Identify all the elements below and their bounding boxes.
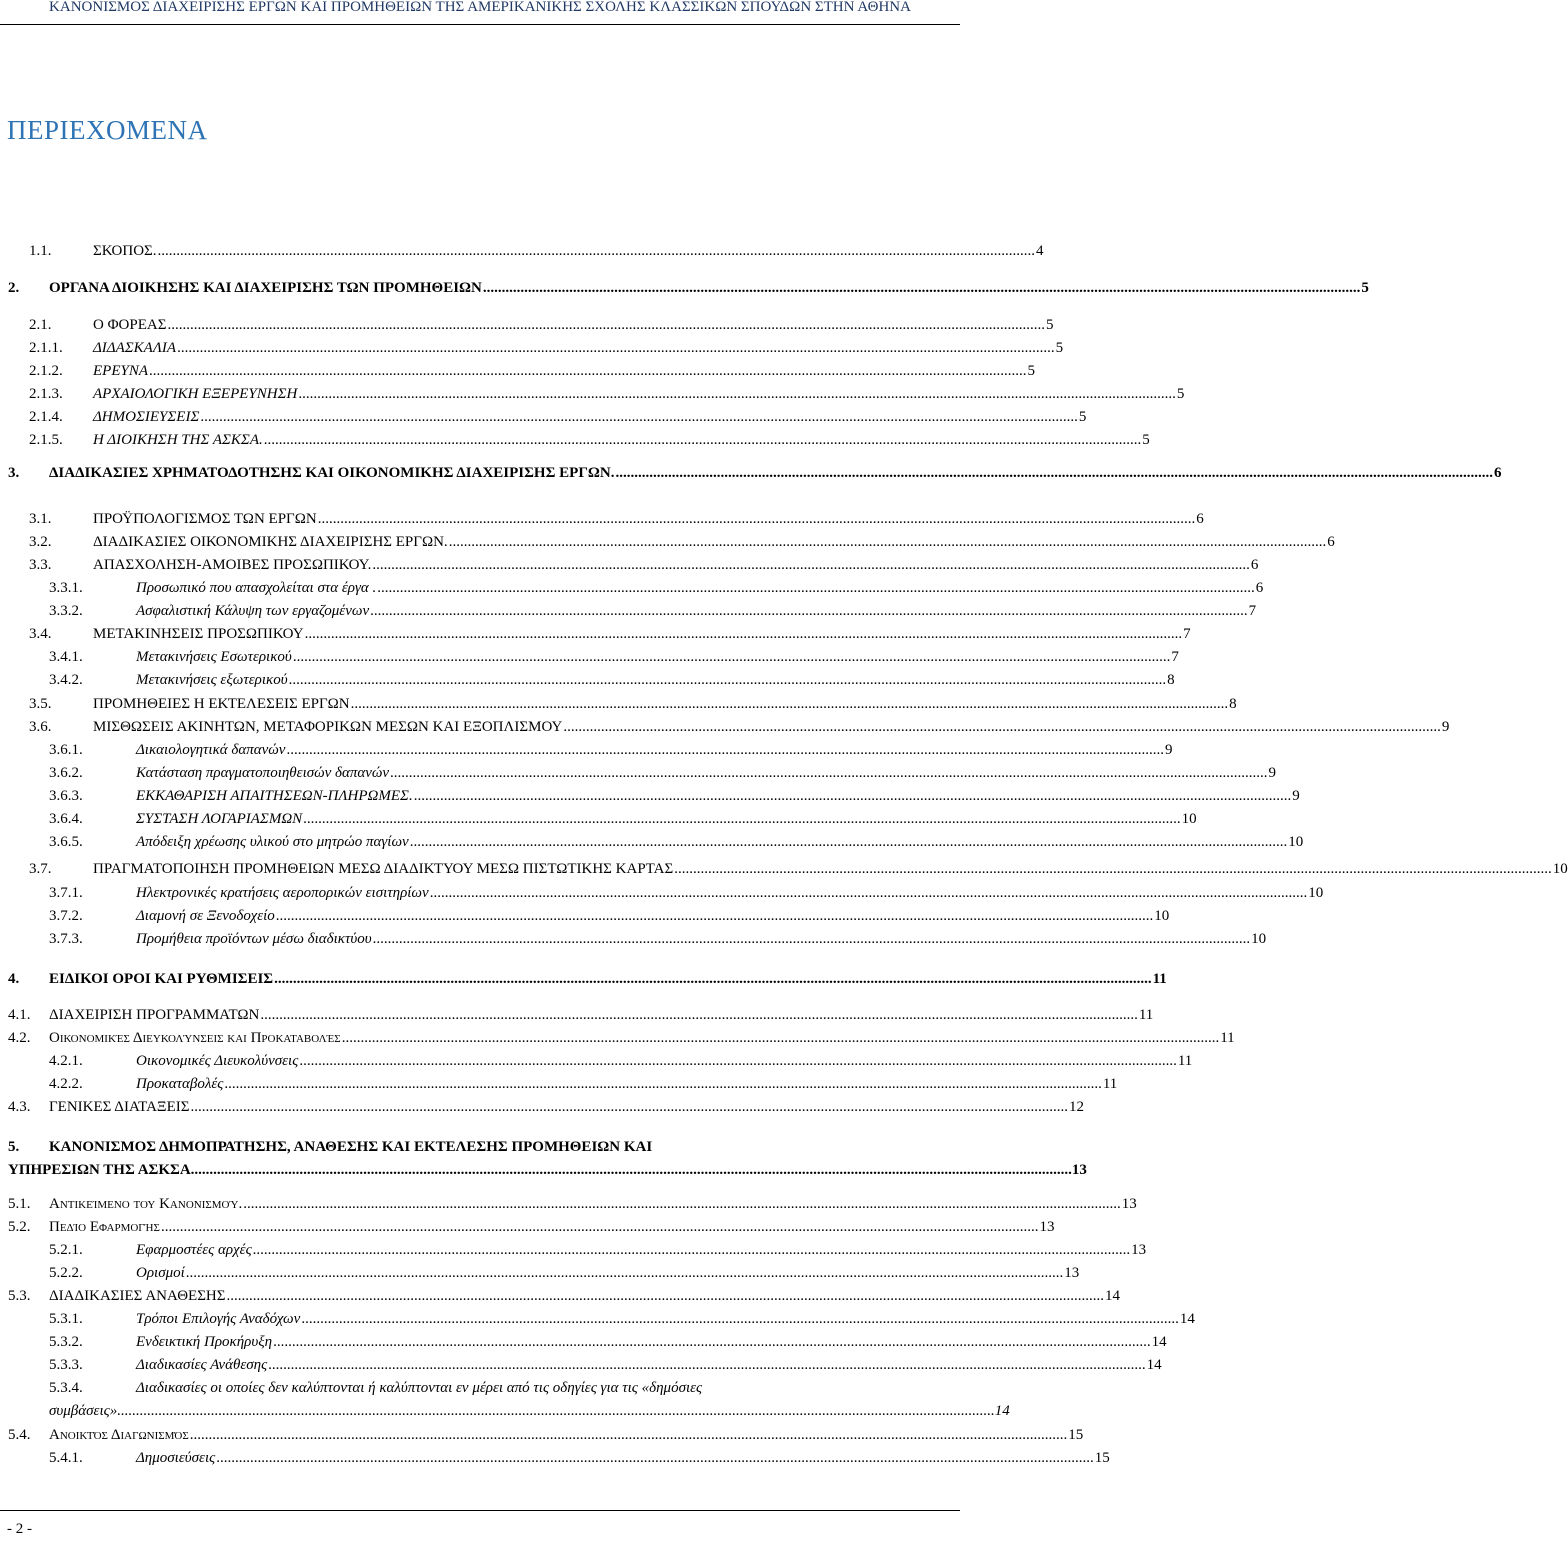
toc-entry[interactable]	[0, 1354, 1162, 1377]
toc-entry[interactable]	[0, 693, 1237, 716]
dot-leader: ..........................................................................................................................................................................................................................................	[674, 861, 1552, 877]
running-header: ΚΑΝΟΝΙΣΜΟΣ ΔΙΑΧΕΙΡΙΣΗΣ ΕΡΓΩΝ ΚΑΙ ΠΡΟΜΗΘΕΙΩΝ ΤΗΣ ΑΜΕΡΙΚΑΝΙΚΗΣ ΣΧΟΛΗΣ ΚΛΑΣΣΙΚΩΝ ΣΠΟΥΔΩΝ ΣΤΗΝ ΑΘΗΝΑ	[0, 0, 960, 25]
toc-entry-page: 7	[1183, 626, 1191, 642]
toc-entry-title: Η ΔΙΟΙΚΗΣΗ ΤΗΣ ΑΣΚΣΑ.	[93, 432, 263, 448]
toc-entry-title: ΟΡΓΑΝΑ ΔΙΟΙΚΗΣΗΣ ΚΑΙ ΔΙΑΧΕΙΡΙΣΗΣ ΤΩΝ ΠΡΟΜΗΘΕΙΩΝ	[49, 280, 482, 296]
toc-entry-page: 6	[1250, 557, 1259, 573]
toc-entry[interactable]	[0, 808, 1197, 831]
toc-entry[interactable]	[0, 716, 1450, 739]
toc-entry-title: ΠΡΟΜΗΘΕΙΕΣ Η ΕΚΤΕΛΕΣΕΙΣ ΕΡΓΩΝ	[93, 696, 350, 712]
dot-leader: ..........................................................................................................................................................................................................................................	[194, 1162, 1072, 1178]
toc-entry[interactable]	[0, 1073, 1118, 1096]
toc-entry-page: 6	[1493, 465, 1502, 481]
dot-leader: ..........................................................................................................................................................................................................................................	[390, 765, 1268, 781]
toc-entry-page: 10	[1552, 861, 1568, 877]
toc-entry-number: 3.	[8, 465, 20, 481]
toc-entry-page: 5	[1078, 409, 1087, 425]
toc-entry-number: 5.2.1.	[49, 1242, 83, 1258]
toc-entry-page: 10	[1251, 931, 1267, 947]
toc-entry-number: 2.	[8, 280, 20, 296]
toc-entry[interactable]	[0, 600, 1257, 623]
toc-entry-number: 5.	[8, 1139, 20, 1155]
toc-entry[interactable]	[0, 462, 1502, 485]
toc-entry-title: ΔΙΑΧΕΙΡΙΣΗ ΠΡΟΓΡΑΜΜΑΤΩΝ	[49, 1007, 260, 1023]
toc-entry-title: Προκαταβολές	[136, 1076, 224, 1092]
toc-entry-page: 10	[1181, 811, 1197, 827]
toc-entry-number: 3.6.5.	[49, 834, 83, 850]
toc-entry-number: 3.3.	[29, 557, 52, 573]
toc-entry-number: 2.1.2.	[29, 363, 63, 379]
dot-leader: ..........................................................................................................................................................................................................................................	[372, 557, 1250, 573]
toc-entry-title: Αντικείμενο του Κανονισμού.	[49, 1196, 243, 1212]
dot-leader: ..........................................................................................................................................................................................................................................	[448, 534, 1327, 550]
toc-entry[interactable]	[0, 968, 1167, 991]
toc-entry-title: ΣΚΟΠΟΣ.	[93, 243, 157, 259]
dot-leader: ..........................................................................................................................................................................................................................................	[189, 1427, 1068, 1443]
toc-entry-title: ΓΕΝΙΚΕΣ ΔΙΑΤΑΞΕΙΣ	[49, 1099, 190, 1115]
toc-entry-title: Προμήθεια προϊόντων μέσω διαδικτύου	[136, 931, 372, 947]
dot-leader: ..........................................................................................................................................................................................................................................	[482, 280, 1361, 296]
toc-entry-number: 3.7.3.	[49, 931, 83, 947]
toc-entry[interactable]	[0, 1050, 1193, 1073]
dot-leader: ..........................................................................................................................................................................................................................................	[317, 511, 1196, 527]
toc-entry-title: ΚΑΝΟΝΙΣΜΟΣ ΔΗΜΟΠΡΑΤΗΣΗΣ, ΑΝΑΘΕΣΗΣ ΚΑΙ ΕΚΤΕΛΕΣΗΣ ΠΡΟΜΗΘΕΙΩΝ ΚΑΙ	[49, 1139, 653, 1155]
toc-entry-number: 3.6.1.	[49, 742, 83, 758]
toc-entry-number: 4.2.	[8, 1030, 31, 1046]
toc-entry-page: 9	[1164, 742, 1173, 758]
dot-leader: ..........................................................................................................................................................................................................................................	[301, 1311, 1179, 1327]
toc-entry-title: Μετακινήσεις Εσωτερικού	[136, 649, 292, 665]
toc-entry-number: 2.1.1.	[29, 340, 63, 356]
toc-entry-number: 5.3.3.	[49, 1357, 83, 1373]
dot-leader: ..........................................................................................................................................................................................................................................	[370, 603, 1248, 619]
toc-entry[interactable]	[0, 1096, 1084, 1119]
toc-entry-title: ΔΙΑΔΙΚΑΣΙΕΣ ΑΝΑΘΕΣΗΣ	[49, 1288, 226, 1304]
toc-entry-title-continued: συμβάσεις»	[49, 1403, 118, 1419]
toc-entry-number: 3.6.	[29, 719, 52, 735]
toc-entry-number: 5.2.2.	[49, 1265, 83, 1281]
dot-leader: ..........................................................................................................................................................................................................................................	[615, 465, 1493, 481]
toc-entry-title: ΜΙΣΘΩΣΕΙΣ ΑΚΙΝΗΤΩΝ, ΜΕΤΑΦΟΡΙΚΩΝ ΜΕΣΩΝ ΚΑΙ ΕΞΟΠΛΙΣΜΟΥ	[93, 719, 563, 735]
toc-entry-title: Ο ΦΟΡΕΑΣ	[93, 317, 167, 333]
toc-entry-page: 12	[1068, 1099, 1084, 1115]
toc-entry[interactable]	[0, 1424, 1084, 1447]
toc-entry-page: 13	[1039, 1219, 1055, 1235]
toc-entry-title: ΑΠΑΣΧΟΛΗΣΗ-ΑΜΟΙΒΕΣ ΠΡΟΣΩΠΙΚΟΥ.	[93, 557, 372, 573]
toc-entry[interactable]	[0, 1308, 1195, 1331]
toc-entry-page: 14	[1146, 1357, 1162, 1373]
toc-entry-number: 3.6.2.	[49, 765, 83, 781]
toc-entry-title: Ηλεκτρονικές κρατήσεις αεροπορικών εισιτηρίων	[136, 885, 429, 901]
toc-entry-title: Διαμονή σε Ξενοδοχείο	[136, 908, 275, 924]
dot-leader: ..........................................................................................................................................................................................................................................	[413, 788, 1292, 804]
toc-entry-number: 3.3.2.	[49, 603, 83, 619]
toc-entry[interactable]	[0, 928, 1267, 951]
toc-entry-number: 5.4.1.	[49, 1450, 83, 1466]
toc-entry-title-continued: ΥΠΗΡΕΣΙΩΝ ΤΗΣ ΑΣΚΣΑ.	[8, 1162, 195, 1178]
toc-entry-number: 3.6.4.	[49, 811, 83, 827]
toc-entry-title: ΔΙΑΔΙΚΑΣΙΕΣ ΧΡΗΜΑΤΟΔΟΤΗΣΗΣ ΚΑΙ ΟΙΚΟΝΟΜΙΚΗΣ ΔΙΑΧΕΙΡΙΣΗΣ ΕΡΓΩΝ.	[49, 465, 615, 481]
toc-entry-number: 5.3.2.	[49, 1334, 83, 1350]
toc-entry-page: 8	[1167, 672, 1175, 688]
dot-leader: ..........................................................................................................................................................................................................................................	[304, 626, 1183, 642]
toc-entry[interactable]	[0, 831, 1304, 854]
toc-entry-number: 3.1.	[29, 511, 52, 527]
dot-leader: ..........................................................................................................................................................................................................................................	[409, 834, 1288, 850]
toc-entry[interactable]	[0, 531, 1335, 554]
toc-entry-title: Οικονομικές Διευκολύνσεις και Προκαταβολές	[49, 1030, 341, 1046]
dot-leader: ..........................................................................................................................................................................................................................................	[299, 1053, 1177, 1069]
toc-entry-page: 5	[1045, 317, 1054, 333]
dot-leader: ..........................................................................................................................................................................................................................................	[273, 1334, 1151, 1350]
toc-entry[interactable]	[0, 882, 1324, 905]
toc-entry-title: Ορισμοί	[136, 1265, 185, 1281]
toc-entry-number: 1.1.	[29, 243, 52, 259]
toc-entry-number: 4.	[8, 971, 20, 987]
dot-leader: ..........................................................................................................................................................................................................................................	[372, 931, 1251, 947]
toc-entry[interactable]	[0, 1285, 1120, 1308]
toc-entry-title: ΑΡΧΑΙΟΛΟΓΙΚΗ ΕΞΕΡΕΥΝΗΣΗ	[93, 386, 298, 402]
toc-entry-title: ΠΡΑΓΜΑΤΟΠΟΙΗΣΗ ΠΡΟΜΗΘΕΙΩΝ ΜΕΣΩ ΔΙΑΔΙΚΤΥΟΥ ΜΕΣΩ ΠΙΣΤΩΤΙΚΗΣ ΚΑΡΤΑΣ	[93, 861, 674, 877]
toc-entry-title: Ενδεικτική Προκήρυξη	[136, 1334, 273, 1350]
toc-entry-page: 10	[1288, 834, 1304, 850]
toc-entry-title: ΔΗΜΟΣΙΕΥΣΕΙΣ	[93, 409, 200, 425]
toc-entry-title: Δημοσιεύσεις	[136, 1450, 216, 1466]
toc-entry-title: Προσωπικό που απασχολείται στα έργα .	[136, 580, 377, 596]
dot-leader: ..........................................................................................................................................................................................................................................	[167, 317, 1045, 333]
toc-entry[interactable]	[0, 1331, 1167, 1354]
toc-entry-number: 3.7.2.	[49, 908, 83, 924]
dot-leader: ..........................................................................................................................................................................................................................................	[303, 811, 1181, 827]
toc-entry-title: ΜΕΤΑΚΙΝΗΣΕΙΣ ΠΡΟΣΩΠΙΚΟΥ	[93, 626, 304, 642]
dot-leader: ..........................................................................................................................................................................................................................................	[377, 580, 1255, 596]
toc-entry[interactable]	[0, 669, 1175, 692]
toc-entry-page: 9	[1268, 765, 1277, 781]
toc-entry[interactable]	[0, 337, 1064, 360]
toc-entry-page: 9	[1441, 719, 1450, 735]
dot-leader: ..........................................................................................................................................................................................................................................	[263, 432, 1142, 448]
toc-entry-page: 9	[1292, 788, 1300, 804]
toc-heading: ΠΕΡΙΕΧΟΜΕΝΑ	[7, 115, 208, 145]
toc-entry-number: 5.3.4.	[49, 1380, 83, 1396]
toc-entry-number: 5.2.	[8, 1219, 31, 1235]
toc-entry[interactable]	[0, 360, 1035, 383]
toc-entry-title: Οικονομικές Διευκολύνσεις	[136, 1053, 299, 1069]
toc-entry-title: Μετακινήσεις εξωτερικού	[136, 672, 288, 688]
toc-entry[interactable]	[0, 554, 1259, 577]
dot-leader: ..........................................................................................................................................................................................................................................	[286, 742, 1164, 758]
toc-entry-page: 13	[1121, 1196, 1137, 1212]
toc-entry[interactable]	[0, 314, 1054, 337]
toc-entry[interactable]	[0, 240, 1044, 263]
toc-entry-page: 13	[1071, 1162, 1087, 1178]
dot-leader: ..........................................................................................................................................................................................................................................	[157, 243, 1036, 259]
toc-entry-title: ΕΡΕΥΝΑ	[93, 363, 148, 379]
toc-entry-title: ΕΙΔΙΚΟΙ ΟΡΟΙ ΚΑΙ ΡΥΘΜΙΣΕΙΣ	[49, 971, 274, 987]
toc-entry-number: 3.7.1.	[49, 885, 83, 901]
dot-leader: ..........................................................................................................................................................................................................................................	[177, 340, 1055, 356]
toc-entry-page: 7	[1171, 649, 1179, 665]
toc-entry-page: 11	[1138, 1007, 1154, 1023]
toc-entry-page: 5	[1176, 386, 1185, 402]
toc-entry-title: ΕΚΚΑΘΑΡΙΣΗ ΑΠΑΙΤΗΣΕΩΝ-ΠΛΗΡΩΜΕΣ.	[136, 788, 413, 804]
toc-entry-number: 2.1.3.	[29, 386, 63, 402]
toc-entry-title: ΔΙΑΔΙΚΑΣΙΕΣ ΟΙΚΟΝΟΜΙΚΗΣ ΔΙΑΧΕΙΡΙΣΗΣ ΕΡΓΩΝ.	[93, 534, 448, 550]
dot-leader: ..........................................................................................................................................................................................................................................	[149, 363, 1027, 379]
toc-entry-number: 3.7.	[29, 861, 52, 877]
toc-entry-title: Ανοικτός Διαγωνισμός	[49, 1427, 189, 1443]
toc-entry[interactable]	[0, 1447, 1110, 1470]
toc-entry-page: 5	[1361, 280, 1369, 296]
toc-entry-number: 5.1.	[8, 1196, 31, 1212]
toc-entry[interactable]	[0, 1239, 1147, 1262]
toc-entry-title: Διαδικασίες οι οποίες δεν καλύπτονται ή καλύπτονται εν μέρει από τις οδηγίες για τις «δημόσιες	[136, 1380, 703, 1396]
toc-entry[interactable]	[0, 406, 1087, 429]
toc-entry-page: 15	[1068, 1427, 1084, 1443]
toc-entry-number: 3.6.3.	[49, 788, 83, 804]
toc-entry[interactable]	[0, 762, 1277, 785]
toc-entry-number: 2.1.	[29, 317, 52, 333]
toc-entry-number: 4.2.2.	[49, 1076, 83, 1092]
toc-entry-page: 5	[1055, 340, 1064, 356]
dot-leader: ..........................................................................................................................................................................................................................................	[200, 409, 1078, 425]
dot-leader: ..........................................................................................................................................................................................................................................	[260, 1007, 1138, 1023]
dot-leader: ..........................................................................................................................................................................................................................................	[252, 1242, 1131, 1258]
toc-entry[interactable]	[0, 905, 1170, 928]
toc-entry-number: 2.1.4.	[29, 409, 63, 425]
toc-entry-page: 14	[1179, 1311, 1195, 1327]
toc-entry-page: 4	[1036, 243, 1044, 259]
toc-entry-number: 3.4.2.	[49, 672, 83, 688]
toc-entry-page: 11	[1177, 1053, 1193, 1069]
toc-entry[interactable]	[0, 383, 1185, 406]
toc-entry-number: 3.5.	[29, 696, 52, 712]
toc-entry-number: 5.3.	[8, 1288, 31, 1304]
toc-entry-title: ΠΡΟΫΠΟΛΟΓΙΣΜΟΣ ΤΩΝ ΕΡΓΩΝ	[93, 511, 317, 527]
toc-entry-page: 6	[1196, 511, 1204, 527]
toc-entry[interactable]	[0, 1193, 1137, 1216]
dot-leader: ..........................................................................................................................................................................................................................................	[185, 1265, 1064, 1281]
toc-entry[interactable]	[0, 1027, 1235, 1050]
toc-entry-title: Απόδειξη χρέωσης υλικού στο μητρώο παγίων	[136, 834, 409, 850]
dot-leader: ..........................................................................................................................................................................................................................................	[298, 386, 1176, 402]
toc-entry-page: 15	[1094, 1450, 1110, 1466]
toc-entry-page: 6	[1327, 534, 1335, 550]
toc-entry-number: 3.4.	[29, 626, 52, 642]
toc-entry-page: 11	[1152, 971, 1167, 987]
toc-entry-page: 10	[1154, 908, 1170, 924]
dot-leader: ..........................................................................................................................................................................................................................................	[216, 1450, 1094, 1466]
toc-entry[interactable]	[0, 429, 1150, 452]
toc-entry-number: 3.3.1.	[49, 580, 83, 596]
footer-rule	[0, 1510, 960, 1511]
toc-entry-page: 10	[1308, 885, 1324, 901]
dot-leader: ..........................................................................................................................................................................................................................................	[224, 1076, 1102, 1092]
toc-entry-page: 7	[1248, 603, 1257, 619]
dot-leader: ..........................................................................................................................................................................................................................................	[429, 885, 1308, 901]
toc-entry-number: 4.2.1.	[49, 1053, 83, 1069]
dot-leader: ..........................................................................................................................................................................................................................................	[275, 908, 1154, 924]
dot-leader: ..........................................................................................................................................................................................................................................	[274, 971, 1152, 987]
toc-entry-page: 5	[1142, 432, 1150, 448]
toc-entry[interactable]	[0, 508, 1204, 531]
toc-entry[interactable]	[0, 1216, 1055, 1239]
toc-entry-number: 3.2.	[29, 534, 52, 550]
toc-entry[interactable]	[0, 623, 1191, 646]
toc-entry-page: 5	[1027, 363, 1035, 379]
toc-entry[interactable]	[0, 739, 1173, 762]
toc-entry-page: 13	[1064, 1265, 1080, 1281]
dot-leader: ..........................................................................................................................................................................................................................................	[350, 696, 1229, 712]
toc-entry-page: 13	[1131, 1242, 1147, 1258]
dot-leader: ..........................................................................................................................................................................................................................................	[243, 1196, 1121, 1212]
toc-entry[interactable]	[0, 858, 1568, 881]
dot-leader: ..........................................................................................................................................................................................................................................	[268, 1357, 1146, 1373]
toc-entry-title: Πεδίο Εφαρμογής	[49, 1219, 160, 1235]
toc-entry-page: 8	[1229, 696, 1237, 712]
toc-entry-title: Διαδικασίες Ανάθεσης	[136, 1357, 268, 1373]
toc-entry-number: 3.4.1.	[49, 649, 83, 665]
toc-entry-number: 4.1.	[8, 1007, 31, 1023]
dot-leader: ..........................................................................................................................................................................................................................................	[563, 719, 1441, 735]
dot-leader: ..........................................................................................................................................................................................................................................	[190, 1099, 1068, 1115]
toc-entry-page: 14	[994, 1403, 1010, 1419]
toc-entry[interactable]	[0, 277, 1369, 300]
toc-entry-page: 14	[1151, 1334, 1167, 1350]
toc-entry-number: 2.1.5.	[29, 432, 63, 448]
dot-leader: ..........................................................................................................................................................................................................................................	[226, 1288, 1104, 1304]
dot-leader: ..........................................................................................................................................................................................................................................	[117, 1403, 995, 1419]
toc-entry-title: Κατάσταση πραγματοποιηθεισών δαπανών	[136, 765, 390, 781]
dot-leader: ..........................................................................................................................................................................................................................................	[288, 672, 1167, 688]
toc-entry-title: Ασφαλιστική Κάλυψη των εργαζομένων	[136, 603, 370, 619]
toc-entry-title: Τρόποι Επιλογής Αναδόχων	[136, 1311, 301, 1327]
toc-entry-title: Εφαρμοστέες αρχές	[136, 1242, 252, 1258]
toc-entry-page: 11	[1102, 1076, 1118, 1092]
toc-entry-title: Δικαιολογητικά δαπανών	[136, 742, 286, 758]
toc-entry-page: 6	[1255, 580, 1264, 596]
footer-page-number: - 2 -	[7, 1521, 32, 1537]
dot-leader: ..........................................................................................................................................................................................................................................	[292, 649, 1171, 665]
toc-entry-number: 5.3.1.	[49, 1311, 83, 1327]
toc-entry-page: 11	[1220, 1030, 1235, 1046]
dot-leader: ..........................................................................................................................................................................................................................................	[341, 1030, 1220, 1046]
toc-entry[interactable]	[0, 1004, 1154, 1027]
toc-entry[interactable]	[0, 577, 1264, 600]
toc-entry[interactable]	[0, 646, 1179, 669]
toc-entry-title: ΣΥΣΤΑΣΗ ΛΟΓΑΡΙΑΣΜΩΝ	[136, 811, 303, 827]
toc-entry[interactable]	[0, 1262, 1080, 1285]
toc-entry-number: 4.3.	[8, 1099, 31, 1115]
toc-entry-number: 5.4.	[8, 1427, 31, 1443]
toc-entry[interactable]	[0, 785, 1300, 808]
toc-entry-page: 14	[1105, 1288, 1120, 1304]
toc-entry-title: ΔΙΔΑΣΚΑΛΙΑ	[93, 340, 177, 356]
dot-leader: ..........................................................................................................................................................................................................................................	[160, 1219, 1039, 1235]
